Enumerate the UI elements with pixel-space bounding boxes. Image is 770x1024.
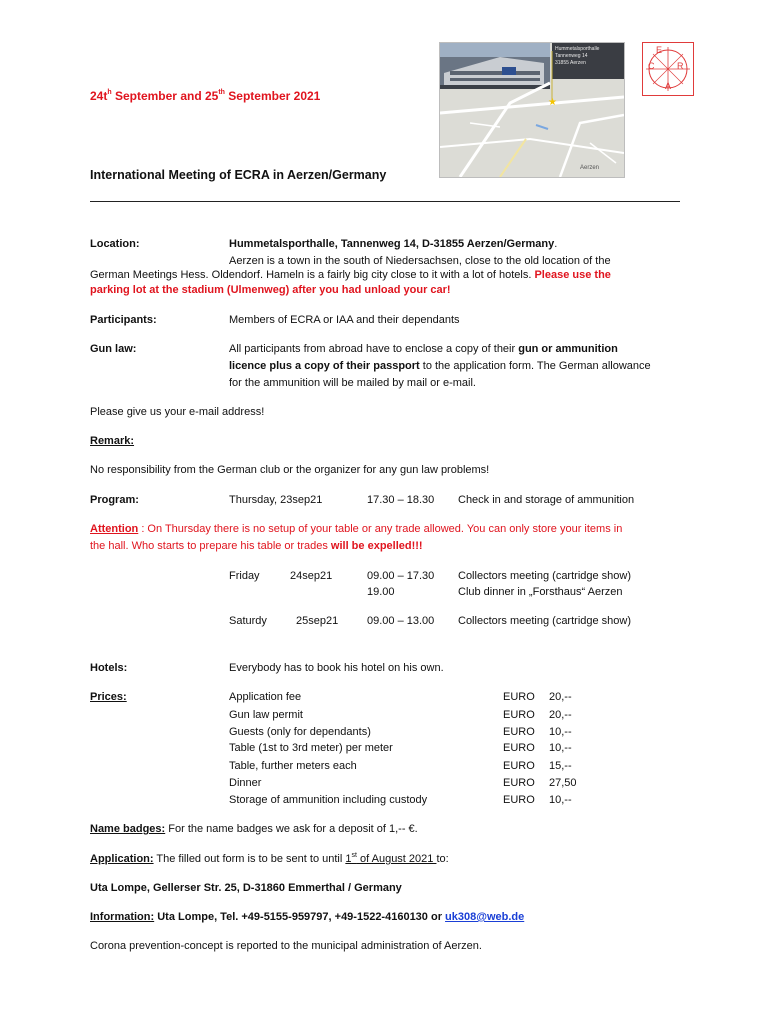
information: Information: Uta Lompe, Tel. +49-5155-959797, +49-1522-4160130 or uk308@web.de — [90, 911, 525, 923]
price-item-currency: EURO — [503, 777, 535, 789]
participants-text: Members of ECRA or IAA and their dependants — [229, 314, 460, 326]
program-friday-time2: 19.00 — [367, 586, 395, 598]
program-thursday-desc: Check in and storage of ammunition — [458, 494, 635, 506]
price-item-currency: EURO — [503, 726, 535, 738]
price-item-amount: 10,-- — [549, 726, 572, 738]
program-friday-time1: 09.00 – 17.30 — [367, 570, 435, 582]
participants-label: Participants: — [90, 314, 157, 326]
price-row — [229, 793, 609, 810]
price-item-currency: EURO — [503, 742, 535, 754]
price-item-label: Storage of ammunition including custody — [229, 794, 428, 806]
location-label: Location: — [90, 238, 140, 250]
price-item-label: Table (1st to 3rd meter) per meter — [229, 742, 393, 754]
price-item-amount: 27,50 — [549, 777, 577, 789]
price-row — [229, 725, 609, 742]
program-friday-date: 24sep21 — [290, 570, 333, 582]
remark-text: No responsibility from the German club or the organizer for any gun law problems! — [90, 464, 490, 476]
program-thursday-time: 17.30 – 18.30 — [367, 494, 435, 506]
attention-line2: the hall. Who starts to prepare his table or trades will be expelled!!! — [90, 540, 423, 552]
price-item-label: Guests (only for dependants) — [229, 726, 371, 738]
gunlaw-line3: for the ammunition will be mailed by mail or e-mail. — [229, 377, 476, 389]
program-saturday-day: Saturdy — [229, 615, 267, 627]
price-row — [229, 741, 609, 758]
program-saturday-date: 25sep21 — [296, 615, 339, 627]
price-item-label: Table, further meters each — [229, 760, 357, 772]
attention-line1: Attention : On Thursday there is no setup of your table or any trade allowed. You can only store your items in — [90, 523, 623, 535]
program-thursday-day: Thursday, 23sep21 — [229, 494, 323, 506]
price-item-amount: 10,-- — [549, 794, 572, 806]
program-saturday-desc: Collectors meeting (cartridge show) — [458, 615, 632, 627]
gunlaw-line2: licence plus a copy of their passport to the application form. The German allowance — [229, 360, 651, 372]
event-dates: $24t^h$ September and 25th September 2021 — [90, 89, 321, 103]
name-badges: Name badges: For the name badges we ask for a deposit of 1,-- €. — [90, 823, 418, 835]
price-item-currency: EURO — [503, 760, 535, 772]
remark-label: Remark: — [90, 435, 135, 447]
email-link[interactable]: uk308@web.de — [445, 911, 525, 923]
price-item-label: Gun law permit — [229, 709, 303, 721]
price-item-currency: EURO — [503, 691, 535, 703]
price-item-amount: 10,-- — [549, 742, 572, 754]
hotels-label: Hotels: — [90, 662, 128, 674]
hotels-text: Everybody has to book his hotel on his own. — [229, 662, 444, 674]
email-request: Please give us your e-mail address! — [90, 406, 265, 418]
logo-letter-c: C — [648, 61, 655, 71]
program-friday-day: Friday — [229, 570, 260, 582]
location-map-image — [439, 42, 625, 178]
price-row — [229, 708, 609, 725]
gunlaw-label: Gun law: — [90, 343, 137, 355]
map-label: Hummetalsporthalle Tannenweg 14 31855 Aerzen — [555, 46, 600, 66]
program-saturday-time: 09.00 – 13.00 — [367, 615, 435, 627]
price-item-label: Dinner — [229, 777, 262, 789]
location-venue: Hummetalsporthalle, Tannenweg 14, D-31855 Aerzen/Germany. — [229, 238, 558, 250]
prices-label: Prices: — [90, 691, 127, 703]
price-item-currency: EURO — [503, 709, 535, 721]
program-friday-desc1: Collectors meeting (cartridge show) — [458, 570, 632, 582]
logo-letter-r: R — [677, 61, 684, 71]
price-item-currency: EURO — [503, 794, 535, 806]
logo-letter-a: A — [665, 81, 672, 91]
price-row — [229, 690, 609, 707]
price-item-label: Application fee — [229, 691, 302, 703]
title-divider — [90, 201, 680, 202]
map-town-label: Aerzen — [580, 165, 600, 171]
star-icon: ★ — [548, 97, 557, 108]
location-text-line2: Aerzen is a town in the south of Niedersachsen, close to the old location of the — [229, 255, 611, 267]
price-item-amount: 20,-- — [549, 709, 572, 721]
program-friday-desc2: Club dinner in „Forsthaus“ Aerzen — [458, 586, 623, 598]
program-label: Program: — [90, 494, 139, 506]
application: Application: The filled out form is to be sent to until 1st of August 2021 to: — [90, 852, 449, 865]
location-text-line3: German Meetings Hess. Oldendorf. Hameln is a fairly big city close to it with a lot of hotels. Please use the — [90, 269, 611, 281]
page-title: International Meeting of ECRA in Aerzen/Germany — [90, 168, 387, 182]
ecra-logo — [642, 42, 694, 96]
price-item-amount: 15,-- — [549, 760, 572, 772]
parking-notice: parking lot at the stadium (Ulmenweg) after you had unload your car! — [90, 284, 451, 296]
corona-notice: Corona prevention-concept is reported to the municipal administration of Aerzen. — [90, 940, 482, 952]
price-row — [229, 759, 609, 776]
price-row — [229, 776, 609, 793]
address: Uta Lompe, Gellerser Str. 25, D-31860 Emmerthal / Germany — [90, 882, 402, 894]
logo-letter-e: E — [656, 45, 663, 55]
price-item-amount: 20,-- — [549, 691, 572, 703]
gunlaw-line1: All participants from abroad have to enclose a copy of their gun or ammunition — [229, 343, 618, 355]
